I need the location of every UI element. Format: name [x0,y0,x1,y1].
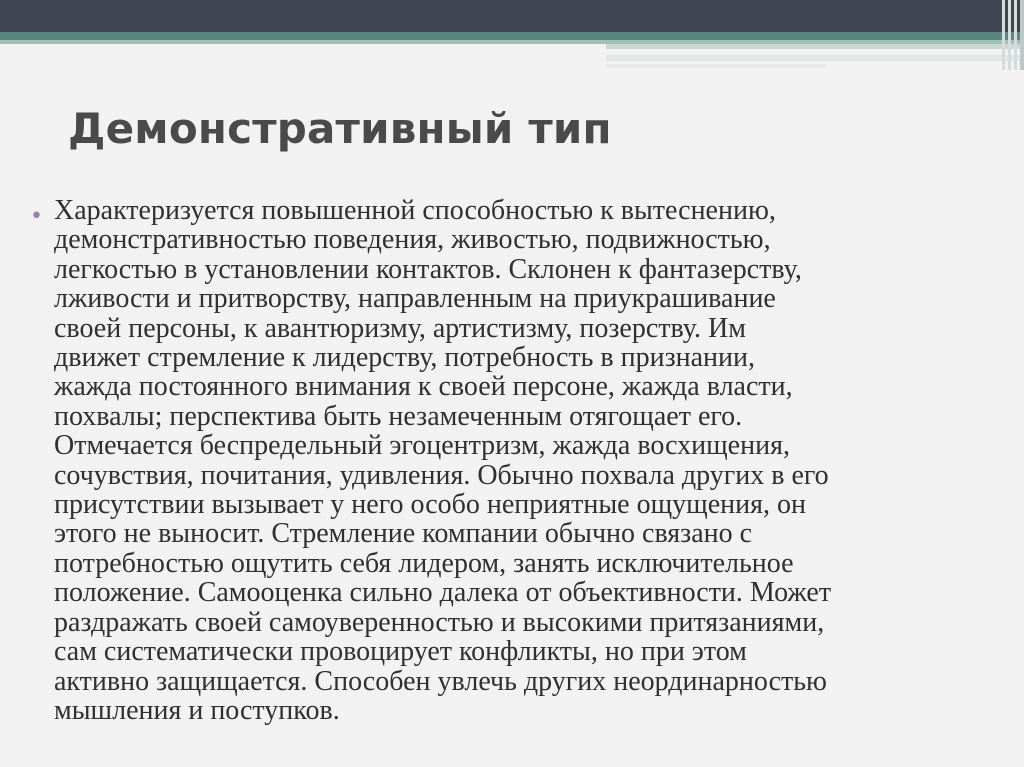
text-line: Отмечается беспредельный эгоцентризм, жажда восхищения, [54,430,790,462]
header-bar [0,0,1024,32]
decor-stripe [606,64,826,68]
text-line: мышления и поступков. [54,694,340,726]
bullet-text [54,196,1010,725]
text-line: этого не выносит. Стремление компании обычно связано с [54,518,753,550]
text-line: движет стремление к лидерству, потребность в признании, [54,342,755,374]
bullet-item [30,196,1010,725]
text-line: Характеризуется повышенной способностью к вытеснению, [54,195,776,226]
corner-decor-bar [1002,0,1005,70]
text-line: похвалы; перспектива быть незамеченным отягощает его. [54,400,743,432]
bullet-dot-icon: • [30,204,43,229]
slide-title: Демонстративный тип [68,104,612,153]
text-line: положение. Самооценка сильно далека от объективности. Может [54,577,832,609]
text-line: своей персоны, к авантюризму, артистизму, позерству. Им [54,312,746,344]
text-line: жажда постоянного внимания к своей персоне, жажда власти, [54,371,793,403]
text-line: демонстративностью поведения, живостью, подвижностью, [54,224,771,256]
text-line: лживости и притворству, направленным на приукрашивание [54,283,776,315]
text-line: активно защищается. Способен увлечь других неординарностью [54,665,827,697]
text-line: сам систематически провоцирует конфликты, но при этом [54,636,747,668]
decor-stripe [606,55,1024,61]
corner-decor-bar [1014,0,1017,70]
slide-body [30,196,1010,725]
corner-decor-bar [1008,0,1011,70]
corner-decor-bar [1020,0,1024,70]
text-line: легкостью в установлении контактов. Склонен к фантазерству, [54,253,802,285]
text-line: раздражать своей самоуверенностью и высокими притязаниями, [54,606,825,638]
decor-stripe [606,44,1024,49]
header-accent-stripe [0,32,1024,40]
text-line: присутствии вызывает у него особо неприятные ощущения, он [54,489,806,521]
text-line: потребностью ощутить себя лидером, занять исключительное [54,547,794,579]
text-line: сочувствия, почитания, удивления. Обычно похвала других в его [54,459,829,491]
